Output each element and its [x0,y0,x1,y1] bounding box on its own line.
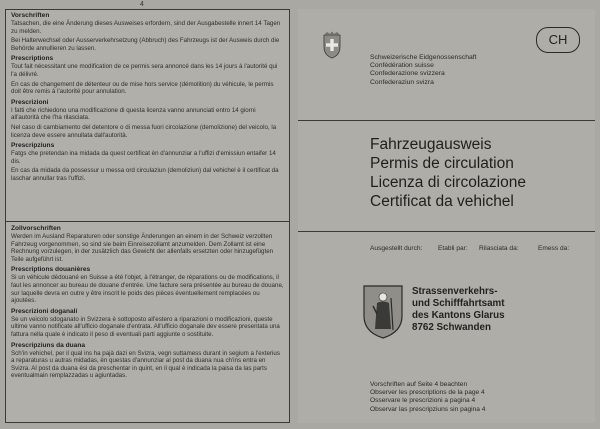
rule-block [11,266,284,304]
office-line: Strassenverkehrs- [412,286,498,297]
rule-paragraph: Tatsachen, die eine Änderung dieses Ausweises erfordern, sind der Ausgabestelle innert 14 Tagen zu melden. [11,20,281,35]
federal-authority [370,54,477,87]
office-line: 8762 Schwanden [412,322,491,333]
issuing-office [412,286,505,334]
rule-paragraph: En cas da midada da possessur u messa ord circulaziun (demoliziun) dal vehichel è il certificat da laschar annullar tras l'uffizi. [11,167,279,182]
notice-line: Vorschriften auf Seite 4 beachten [370,381,468,388]
divider [298,120,595,121]
rule-block [11,12,284,52]
rule-heading: Prescriptions [11,55,54,63]
title-line: Licenza di circolazione [370,174,526,191]
rule-block [11,99,284,139]
page-4-notice [370,381,485,414]
title-line: Fahrzeugausweis [370,136,492,153]
rule-block [11,342,284,380]
issued-by-label: Emess da: [538,245,570,252]
glarus-coat-of-arms-icon [362,284,404,339]
rule-paragraph: Bei Halterwechsel oder Ausserverkehrsetzung (Abbruch) des Fahrzeugs ist der Ausweis durch die Behörde annullieren zu lassen. [11,37,280,52]
authority-line: Confédération suisse [370,62,434,70]
rule-paragraph: Tout fait nécessitant une modification de ce permis sera annoncé dans les 14 jours à l'autorité qui l'a délivré. [11,63,278,78]
notice-line: Osservare le prescrizioni a pagina 4 [370,397,476,405]
rule-paragraph: I fatti che richiedono una modificazione di questa licenza vanno annunciati entro 14 giorni all'autorità che l'ha rilasciata. [11,106,256,122]
rule-block [11,142,284,182]
rule-paragraph: Se un veicolo sdoganato in Svizzera è sottoposto all'estero a riparazioni o modificazioni, queste ultime vanno notificate all'ufficio doganale d'entrata. All'ufficio doganale dev essere presentata una fattura nella quale è indicato il peso di eventuali parti aggiunte o sostituite. [11,315,280,338]
divider [298,231,595,232]
rules-panel [5,9,290,423]
customs-section [6,223,289,422]
rule-paragraph: En cas de changement de détenteur ou de mise hors service (démolition) du véhicule, le permis doit être remis à l'autorité pour annulation. [11,80,274,96]
authority-line: Schweizerische Eidgenossenschaft [370,54,477,61]
rule-block [11,225,284,263]
document-title [370,135,526,211]
rule-paragraph: Nel caso di cambiamento del detentore o di messa fuori circolazione (demolizione) del veicolo, la licenza deve essere annullata dall'autorità. [11,123,277,139]
notice-line: Observer les prescriptions de la page 4 [370,389,485,397]
notice-line: Observar las prescripziuns sin pagina 4 [370,405,486,413]
country-code-oval: CH [536,27,580,53]
issued-by-label: Rilasciata da: [479,245,519,252]
rule-paragraph: Sch'in vehichel, per il qual ins ha pajà dazi en Svizra, vegn suttamess durant in segium a l'exterius a reparaturas u autras midadas, èn questas d'annunziar al post da duana nua ch'ins entra en Svizra. Al post da duana èsi da preschentar in quint, en il qual è indicada la paisa da las parts eventualmain remplazzadas u agiuntadas. [11,349,280,380]
title-line: Permis de circulation [370,155,514,172]
rule-block [11,308,284,339]
swiss-coat-of-arms-icon [322,31,342,59]
cover-panel [298,9,595,423]
rule-heading: Prescripziuns da duana [11,341,86,349]
rule-heading: Prescrizioni [11,98,49,106]
rule-heading: Vorschriften [11,12,50,19]
rule-paragraph: Fatgs che pretendan ina midada da quest certificat èn d'annunziar a l'uffizi d'emissiun entaifer 14 dis. [11,150,276,165]
rule-paragraph: Werden im Ausland Reparaturen oder sonstige Änderungen an einem in der Schweiz verzollten Fahrzeug vorgenommen, so sind sie beim Einreisezollamt anzumelden. Dem Zollamt ist eine Rechnung vorzulegen, in der zusätzlich das Gewicht der allenfalls ersetzten oder hinzugefügten Teile aufgeführt ist. [11,233,274,263]
page-number: 4 [140,1,144,8]
authority-line: Confederaziun svizra [370,78,434,86]
authority-line: Confederazione svizzera [370,70,445,78]
title-line: Certificat da vehichel [370,193,514,210]
rule-heading: Prescripziuns [11,142,55,150]
rules-section [6,10,289,222]
rule-heading: Prescriptions douanières [11,266,91,274]
rule-heading: Prescrizioni doganali [11,307,78,315]
rule-paragraph: Si un véhicule dédouané en Suisse a été l'objet, à l'étranger, de réparations ou de modifications, il faut les annoncer au bureau de douane d'entrée. Une facture sera présentée au bureau de douane, sur laquelle devra en outre y être inscrit le poids des pièces éventuellement remplacées ou ajoutées. [11,274,284,305]
office-line: des Kantons Glarus [412,310,505,321]
issued-by-label: Ausgestellt durch: [370,245,423,252]
office-line: und Schifffahrtsamt [412,298,505,309]
rule-block [11,55,284,95]
rule-heading: Zollvorschriften [11,225,61,232]
issued-by-label: Etabli par: [438,245,468,252]
